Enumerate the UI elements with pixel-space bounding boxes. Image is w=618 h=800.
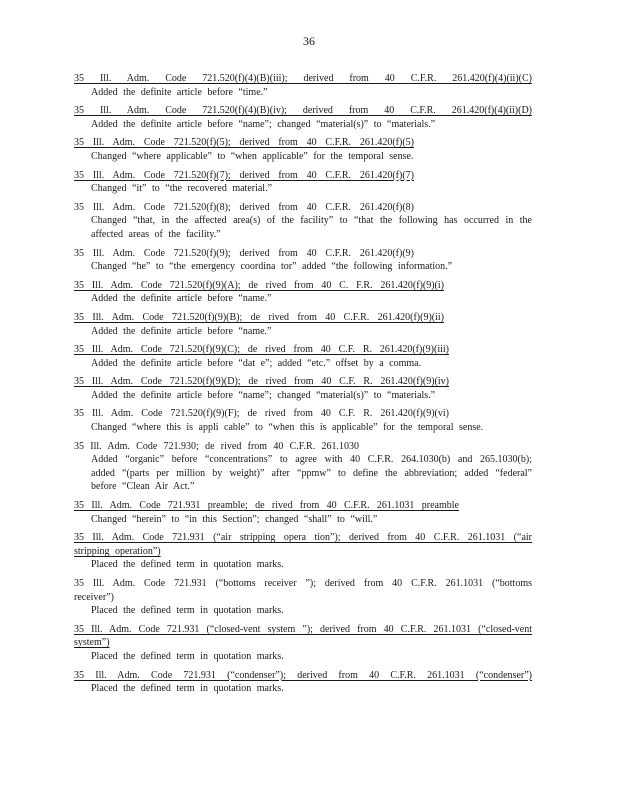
list-item [74,247,532,274]
change-note: Changed “herein” to “in this Section”; changed “shall” to “will.” [91,513,378,525]
change-note: Added the definite article before “name”; changed “material(s)” to “materials.” [91,389,436,401]
change-note: Changed “it” to “the recovered material.” [91,183,273,195]
citation-line: 35 Ill. Adm. Code 721.520(f)(9)(A); de rived from 40 C. F.R. 261.420(f)(9)(i) [74,279,444,291]
citation-line: 35 Ill. Adm. Code 721.931 preamble; de rived from 40 C.F.R. 261.1031 preamble [74,500,459,512]
list-item [74,375,532,402]
list-item [74,531,532,572]
change-note: Added the definite article before “name”; changed “material(s)” to “materials.” [91,118,436,130]
list-item [74,577,532,618]
citation-line: 35 Ill. Adm. Code 721.520(f)(9)(C); de rived from 40 C.F. R. 261.420(f)(9)(iii) [74,344,449,356]
change-note: Changed “that, in the affected area(s) of the facility” to “that the following has occurred in the affected areas of the facility.” [91,215,532,240]
list-item [74,311,532,338]
change-note: Added the definite article before “time.” [91,86,268,98]
list-item [74,201,532,242]
citation-line: 35 Ill. Adm. Code 721.520(f)(9)(F); de rived from 40 C.F. R. 261.420(f)(9)(vi) [74,408,449,420]
citation-line: 35 Ill. Adm. Code 721.520(f)(4)(B)(iii); derived from 40 C.F.R. 261.420(f)(4)(ii)(C) [74,73,532,84]
change-note: Placed the defined term in quotation marks. [91,559,284,571]
list-item [74,72,532,99]
citation-line: 35 Ill. Adm. Code 721.520(f)(9)(D); de rived from 40 C.F. R. 261.420(f)(9)(iv) [74,376,449,388]
change-note: Added the definite article before “name.” [91,293,272,305]
list-item [74,440,532,494]
citation-line: 35 Ill. Adm. Code 721.931 (“closed-vent system ”); derived from 40 C.F.R. 261.1031 (“closed-vent system”) [74,623,532,649]
change-note: Changed “where this is appli cable” to “when this is applicable” for the temporal sense. [91,422,484,434]
change-note: Changed “he” to “the emergency coordina tor” added “the following information.” [91,261,453,273]
list-item [74,499,532,526]
change-note: Added “organic” before “concentrations” to agree with 40 C.F.R. 264.1030(b) and 265.1030(b); added “(parts per million by weight)” after “ppmw” to define the abbreviation; added “federal” before “Clean Air Act.” [91,454,532,493]
derivation-notes-list [74,72,532,701]
list-item [74,104,532,131]
list-item [74,669,532,696]
change-note: Changed “where applicable” to “when applicable” for the temporal sense. [91,150,414,162]
citation-line: 35 Ill. Adm. Code 721.931 (“air stripping opera tion”); derived from 40 C.F.R. 261.1031 (“air stripping operation”) [74,532,532,557]
citation-line: 35 Ill. Adm. Code 721.520(f)(5); derived from 40 C.F.R. 261.420(f)(5) [74,137,414,149]
list-item [74,169,532,196]
page-number: 36 [303,34,315,48]
citation-line: 35 Ill. Adm. Code 721.520(f)(8); derived from 40 C.F.R. 261.420(f)(8) [74,201,414,213]
list-item [74,136,532,163]
list-item [74,343,532,370]
citation-line: 35 Ill. Adm. Code 721.520(f)(9)(B); de rived from 40 C.F.R. 261.420(f)(9)(ii) [74,311,444,323]
citation-line: 35 Ill. Adm. Code 721.931 (“condenser”); derived from 40 C.F.R. 261.1031 (“condenser”) [74,669,532,681]
change-note: Placed the defined term in quotation marks. [91,650,284,662]
list-item [74,407,532,434]
list-item [74,279,532,306]
change-note: Placed the defined term in quotation marks. [91,683,284,695]
citation-line: 35 Ill. Adm. Code 721.931 (“bottoms receiver ”); derived from 40 C.F.R. 261.1031 (“bottoms receiver”) [74,578,532,603]
citation-line: 35 Ill. Adm. Code 721.520(f)(4)(B)(iv); derived from 40 C.F.R. 261.420(f)(4)(ii)(D) [74,105,532,117]
change-note: Added the definite article before “name.” [91,325,272,337]
change-note: Placed the defined term in quotation marks. [91,605,284,617]
citation-line: 35 Ill. Adm. Code 721.520(f)(9); derived from 40 C.F.R. 261.420(f)(9) [74,247,414,259]
citation-line: 35 Ill. Adm. Code 721.930; de rived from 40 C.F.R. 261.1030 [74,440,359,452]
change-note: Added the definite article before “dat e”; added “etc.” offset by a comma. [91,357,422,369]
list-item [74,623,532,664]
citation-line: 35 Ill. Adm. Code 721.520(f)(7); derived from 40 C.F.R. 261.420(f)(7) [74,169,414,181]
